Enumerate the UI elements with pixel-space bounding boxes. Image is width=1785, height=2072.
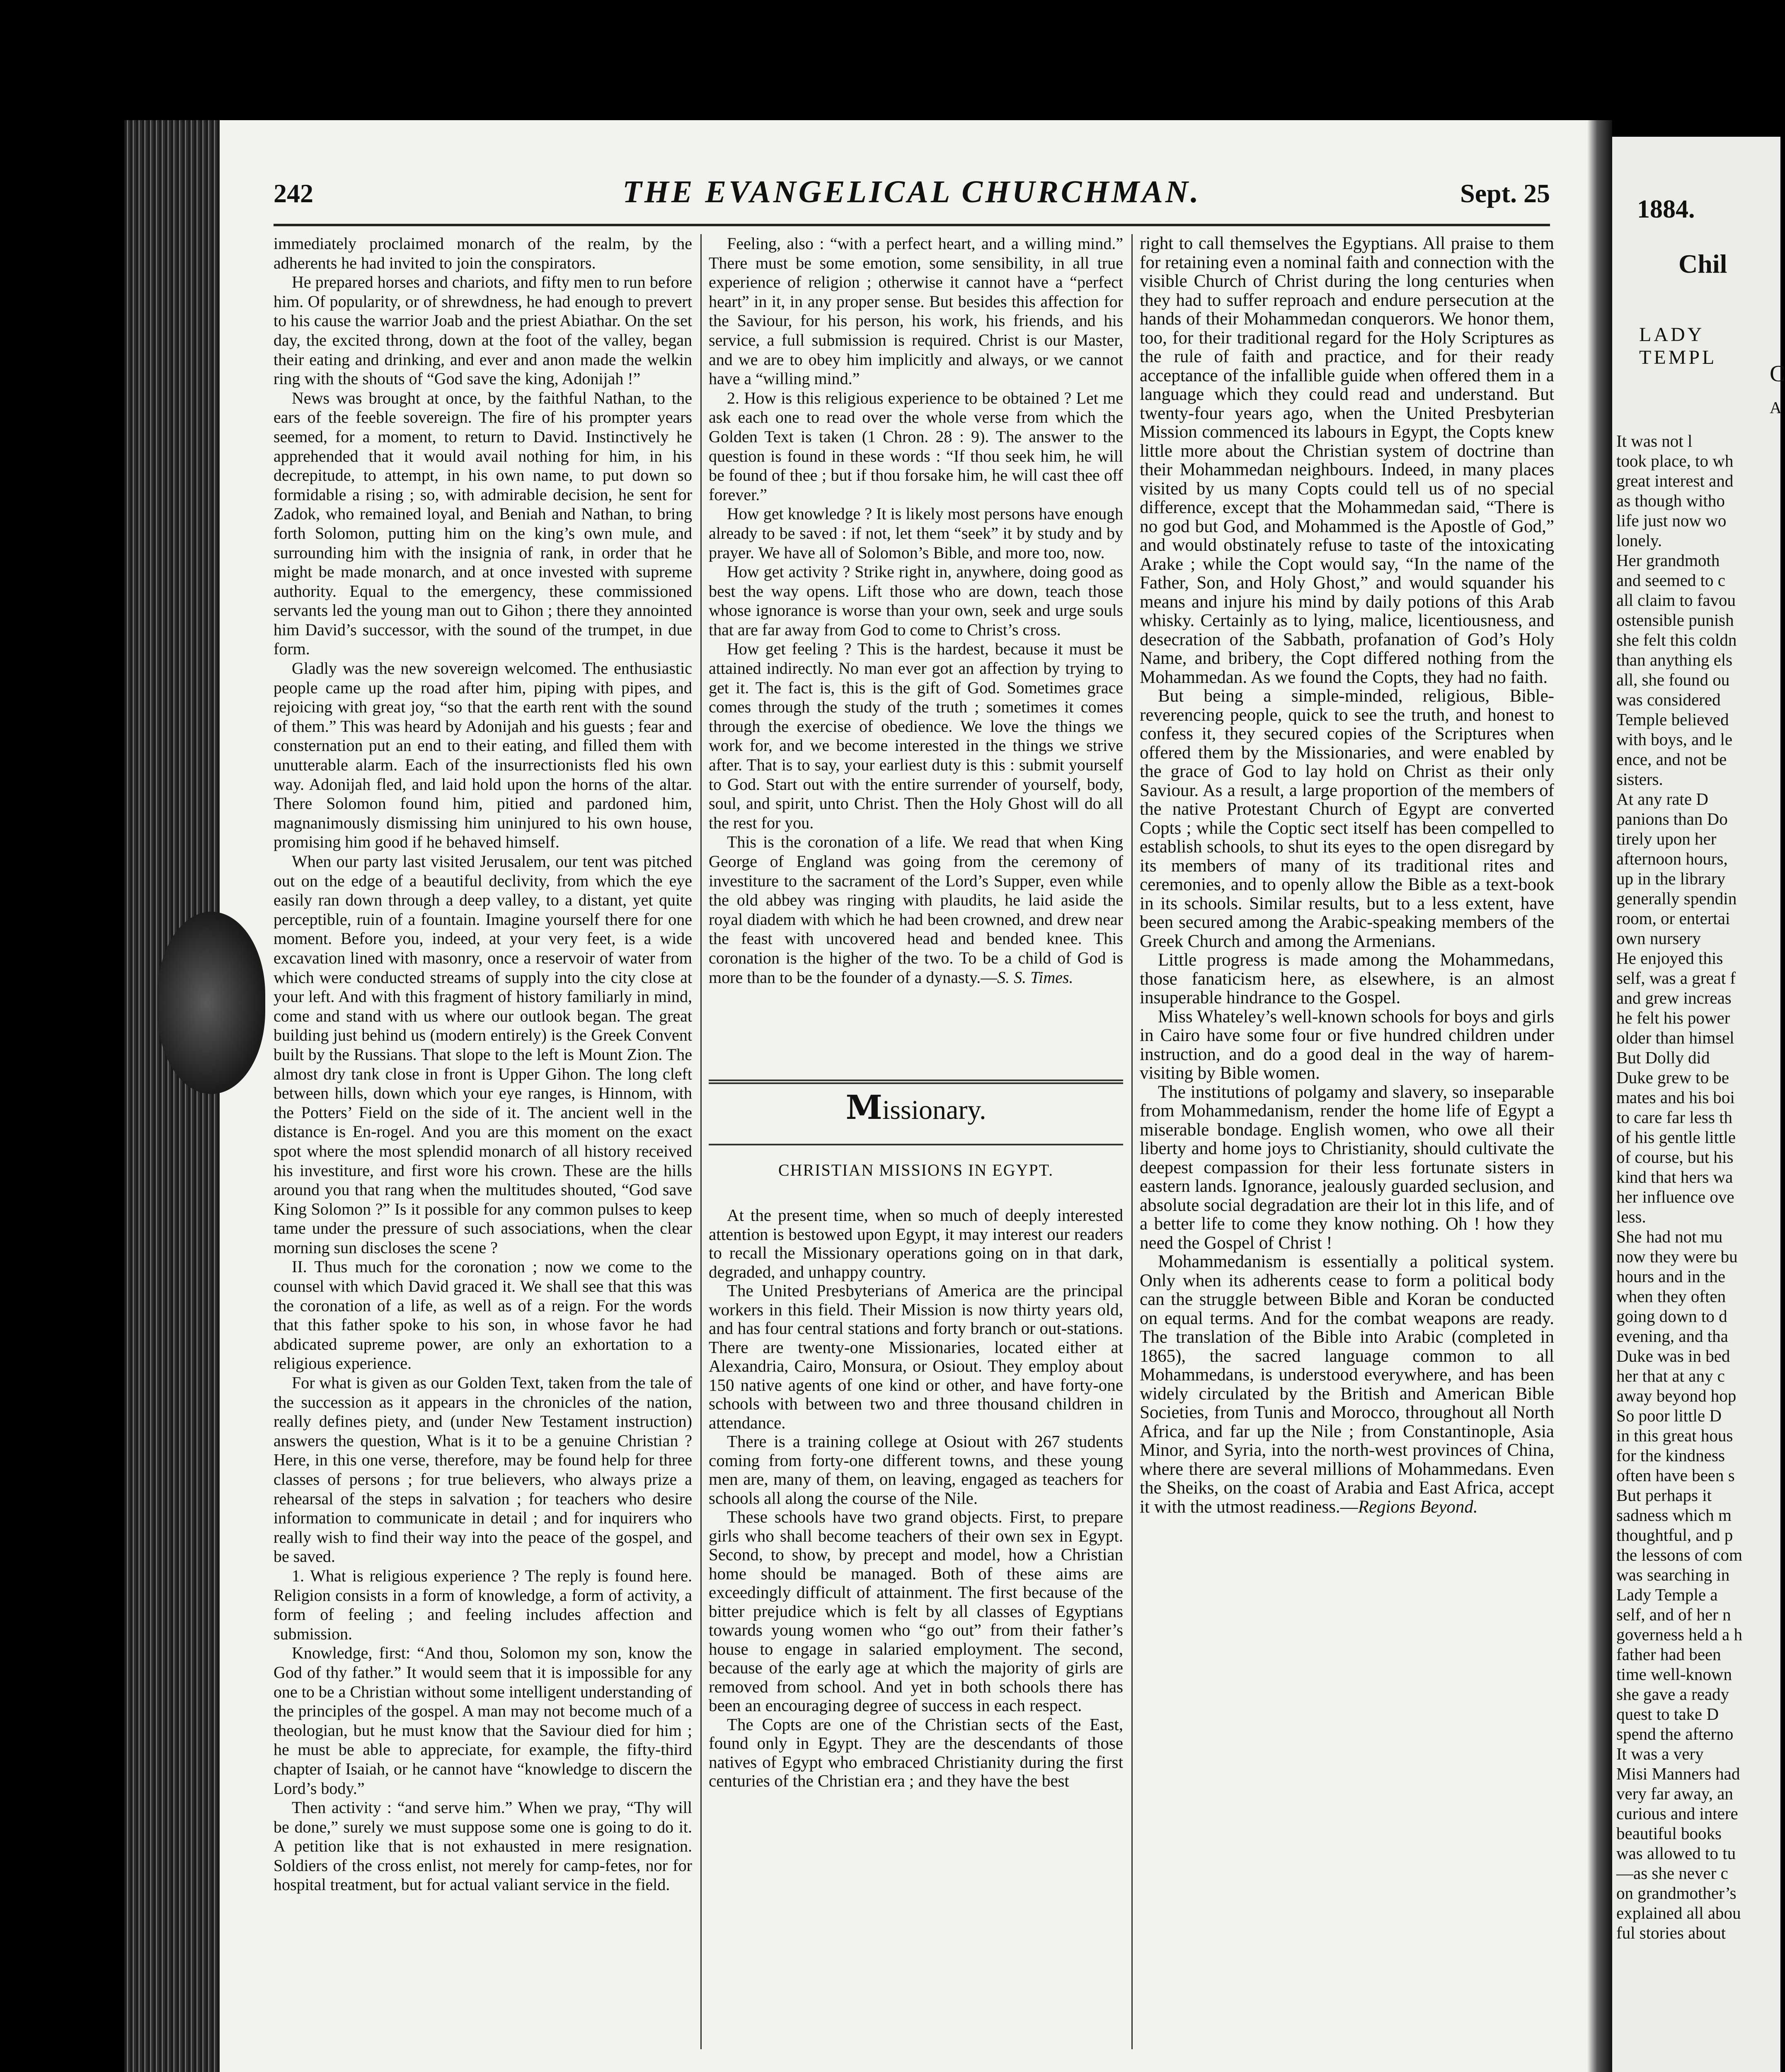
story-line: It was a very [1616,1744,1704,1763]
paragraph-text: This is the coronation of a life. We read that when King George of England was going from the ceremony of investiture to the sacrament of the Lord’s Supper, even while the old abbey was ringing with plaudits, he laid aside the royal diadem with which he had been crowned, and drew near the feast with uncovered head and bended knee. This coronation is the higher of the two. To be a child of God is more than to be the founder of a dynasty.— [709,833,1123,987]
page-number: 242 [274,179,313,208]
story-line: all, she found ou [1616,670,1730,689]
right-page-chapter-letter: C [1770,361,1785,387]
story-line: very far away, an [1616,1784,1733,1803]
story-line: life just now wo [1616,511,1727,530]
story-line: of his gentle little [1616,1128,1736,1147]
section-heading-text: issionary. [882,1095,986,1125]
right-page-section-heading: Chil [1678,249,1727,278]
story-line: when they often [1616,1287,1726,1306]
story-line: Temple believed [1616,710,1729,729]
story-line: ful stories about [1616,1923,1726,1942]
paragraph: 1. What is religious experience ? The reply is found here. Religion consists in a form of knowledge, a form of activity, a form of feeling ; and feeling includes affection and submission. [274,1566,692,1643]
story-line: But Dolly did [1616,1048,1710,1067]
story-line: Her grandmoth [1616,551,1720,570]
paragraph: He prepared horses and chariots, and fifty men to run before him. Of popularity, or of shrewdness, he had enough to prevert to his cause the warrior Joab and the priest Abiathar. On the set day, the excited throng, down at the foot of the valley, began their eating and drinking, and ever and anon made the welkin ring with the shouts of “God save the king, Adonijah !” [274,273,692,388]
story-line: tirely upon her [1616,829,1717,848]
story-line: she gave a ready [1616,1685,1729,1704]
paragraph: There is a training college at Osiout with 267 students coming from forty-one different towns, and these young men are, many of them, on leaving, engaged as teachers for schools all along the course of the Nile. [709,1432,1123,1508]
section-rule-bottom [709,1144,1123,1145]
story-line: beautiful books [1616,1824,1722,1843]
story-line: sisters. [1616,770,1663,789]
book-gutter [1587,120,1612,2072]
story-line: own nursery [1616,929,1701,948]
paragraph: At the present time, when so much of deeply interested attention is bestowed upon Egypt, it may interest our readers to recall the Missionary operations going on in that dark, degraded, and unhappy country. [709,1205,1123,1281]
source-credit: Regions Beyond. [1358,1497,1478,1517]
paragraph [709,833,1123,987]
story-line: spend the afterno [1616,1724,1734,1743]
paragraph: The United Presbyterians of America are the principal workers in this field. Their Mission is now thirty years old, and has four central stations and forty branch or out-stations. There are twenty-one Missionaries, located either at Alexandria, Cairo, Monsura, or Osiout. They employ about 150 native agents of one kind or other, and have forty-one schools with between two and three thousand children in attendance. [709,1281,1123,1432]
paragraph: Knowledge, first: “And thou, Solomon my son, know the God of thy father.” It would seem that it is impossible for any one to be a Christian without some intelligent understanding of the principles of the gospel. A man may not become much of a theologian, but he must know that the Saviour died for him ; he must be able to appreciate, for example, the fifty-third chapter of Isaiah, or he cannot have “knowledge to discern the Lord’s body.” [274,1644,692,1798]
story-line: self, and of her n [1616,1605,1731,1624]
paragraph: Miss Whateley’s well-known schools for boys and girls in Cairo have some four or five hundred children under instruction, and do a good deal in the way of harem-visiting by Bible women. [1140,1007,1554,1083]
story-line: quest to take D [1616,1704,1719,1723]
section-rule-top [709,1080,1123,1081]
column-2-missions-article [709,1206,1123,2049]
story-line: and grew increas [1616,988,1732,1007]
story-line: generally spendin [1616,889,1737,908]
paragraph [1140,1252,1554,1516]
story-line: for the kindness [1616,1446,1725,1465]
column-2-article-continued [709,234,1123,1075]
ornamental-initial: M [845,1088,883,1127]
story-line: less. [1616,1207,1646,1226]
story-line: Lady Temple a [1616,1585,1718,1604]
story-line: her influence ove [1616,1187,1734,1206]
paragraph: right to call themselves the Egyptians. All praise to them for retaining even a nominal faith and connection with the visible Church of Christ during the long centuries when they had to suffer reproach and endure persecution at the hands of their Mohammedan conquerors. We honor them, too, for their traditional regard for the Holy Scriptures as the rule of faith and practice, and for their ready acceptance of the infallible guide when offered them in a language which they could read and understand. But twenty-four years ago, when the United Presbyterian Mission commenced its labours in Egypt, the Copts knew little more about the Christian system of doctrine than their Mohammedan neighbours. Indeed, in many places visited by us many Copts could tell us of no special difference, except that the Mohammedan said, “There is no god but God, and Mohammed is the Apostle of God,” and would obstinately refuse to taste of the intoxicating Arake ; while the Copt would say, “In the name of the Father, Son, and Holy Ghost,” and would squander his means and injure his mind by daily potions of this Arab whisky. Certainly as to lying, malice, licentiousness, and desecration of the Sabbath, profanation of God’s Holy Name, and bribery, the Copt differed nothing from the Mohammedan. As we found the Copts, they had no faith. [1140,234,1554,687]
story-line: with boys, and le [1616,730,1733,749]
story-line: kind that hers wa [1616,1167,1733,1186]
story-line: lonely. [1616,531,1662,550]
paragraph: How get feeling ? This is the hardest, because it must be attained indirectly. No man ever got an affection by trying to get it. The fact is, this is the gift of God. Sometimes grace comes through the study of the truth ; sometimes it comes through the exercise of obedience. We love the things we work for, and we become interested in the things we strive after. That is to say, your earliest duty is this : submit yourself to God. Start out with the entire surrender of yourself, body, soul, and spirit, unto Christ. Then the Holy Ghost will do all the rest for you. [709,639,1123,832]
story-line: She had not mu [1616,1227,1723,1246]
paragraph: 2. How is this religious experience to be obtained ? Let me ask each one to read over the whole verse from which the Golden Text is taken (1 Chron. 28 : 9). The answer to the question is found in these words : “If thou seek him, he will be found of thee ; but if thou forsake him, he will cast thee off forever.” [709,388,1123,504]
header-rule [274,224,1550,226]
story-line: thoughtful, and p [1616,1525,1733,1544]
right-page-chapter-letter-2: A [1770,398,1782,417]
column-divider-1 [700,234,702,2049]
book-page-edges [124,120,220,2072]
paragraph: Feeling, also : “with a perfect heart, and a willing mind.” There must be some emotion, some sensibility, in all true experience of religion ; otherwise it cannot have a “perfect heart” in it, in any proper sense. But besides this affection for the Saviour, for his person, his work, his friends, and his service, a full submission is required. Christ is our Master, and we are to obey him implicitly and always, or we cannot have a “willing mind.” [709,234,1123,388]
story-line: Misi Manners had [1616,1764,1740,1783]
paragraph: How get activity ? Strike right in, anywhere, doing good as best the way opens. Lift those who are down, teach those whose ignorance is worse than your own, seek and urge souls that are far away from God to come to Christ’s cross. [709,562,1123,639]
story-line: on grandmother’s [1616,1883,1737,1903]
paragraph: immediately proclaimed monarch of the realm, by the adherents he had invited to join the conspirators. [274,234,692,272]
story-line: than anything els [1616,650,1733,669]
story-line: ostensible punish [1616,610,1734,629]
paragraph: But being a simple-minded, religious, Bible-reverencing people, quick to see the truth, and honest to confess it, they secured copies of the Scriptures when offered them by the Missionaries, and were enabled by the grace of God to lay hold on Christ as their only Saviour. As a result, a large proportion of the members of the native Protestant Church of Egypt are converted Copts ; while the Coptic sect itself has been compelled to establish schools, to shut its eyes to the open disregard by its members of many of its traditional rites and ceremonies, and to openly allow the Bible as a text-book in its schools. Similar results, but to a less extent, have been secured among the Arabic-speaking members of the Greek Church and among the Armenians. [1140,686,1554,951]
masthead-title: THE EVANGELICAL CHURCHMAN. [622,174,1201,209]
paragraph: These schools have two grand objects. First, to prepare girls who shall become teachers of their own sex in Egypt. Second, to show, by precept and model, how a Christian home should be managed. Both of these aims are exceedingly difficult of attainment. The first because of the bitter prejudice which is felt by all classes of Egyptians towards young women who “go out” from their father’s house to engage in salaried employment. The second, because of the early age at which the majority of girls are removed from school. And yet in both schools there has been an encouraging degree of success in each respect. [709,1507,1123,1715]
story-line: was considered [1616,690,1721,709]
story-line: her that at any c [1616,1366,1725,1385]
issue-date: Sept. 25 [1460,179,1550,208]
story-line: explained all abou [1616,1903,1741,1922]
section-heading-missionary [709,1088,1123,1127]
story-line: she felt this coldn [1616,630,1737,649]
story-line: He enjoyed this [1616,949,1723,968]
thumb-shadow [157,912,265,1094]
paragraph: Little progress is made among the Mohammedans, those fanaticism here, as elsewhere, is an almost insuperable hindrance to the Gospel. [1140,950,1554,1007]
story-line: away beyond hop [1616,1386,1737,1405]
story-line: It was not l [1616,431,1693,450]
story-line: self, was a great f [1616,968,1736,988]
story-line: now they were bu [1616,1247,1738,1266]
story-line: of course, but his [1616,1147,1734,1167]
paragraph: News was brought at once, by the faithful Nathan, to the ears of the feeble sovereign. The fire of his prompter years seemed, for a moment, to return to David. Instinctively he apprehended that it would avail nothing for him, in his decrepitude, to attempt, in his own name, to put down so formidable a rising ; so, with admirable decision, he sent for Zadok, who remained loyal, and Beniah and Nathan, to bring forth Solomon, putting him on the king’s own mule, and surrounding him with the insignia of rank, in order that he might be made monarch, and at once invested with supreme authority. Equal to the emergency, these commissioned servants led the young man out to Gihon ; there they annointed him David’s successor, with the sound of the trumpet, in due form. [274,388,692,658]
column-1-article [274,234,692,2049]
story-line: and seemed to c [1616,571,1725,590]
story-line: great interest and [1616,471,1734,490]
story-line: room, or entertai [1616,909,1730,928]
story-line: panions than Do [1616,809,1728,828]
story-line: all claim to favou [1616,591,1736,610]
story-line: going down to d [1616,1307,1727,1326]
story-line: curious and intere [1616,1804,1738,1823]
column-divider-2 [1131,234,1133,2049]
story-line: afternoon hours, [1616,849,1728,868]
paragraph: Gladly was the new sovereign welcomed. The enthusiastic people came up the road after him, piping with pipes, and rejoicing with great joy, “so that the earth rent with the sound of them.” This was heard by Adonijah and his guests ; fear and consternation put an end to their eating, and filled them with unutterable alarm. Each of the insurrectionists fled his own way. Adonijah fled, and laid hold upon the horns of the altar. There Solomon found him, pitied and pardoned him, magnanimously dismissing him uninjured to his own house, promising him good if he behaved himself. [274,659,692,852]
story-line: was searching in [1616,1565,1730,1584]
story-line: in this great hous [1616,1426,1733,1445]
article-title: CHRISTIAN MISSIONS IN EGYPT. [778,1161,1054,1179]
source-credit: S. S. Times. [997,968,1073,987]
paragraph: Then activity : “and serve him.” When we pray, “Thy will be done,” surely we must suppose some one is going to do it. A petition like that is not exhausted in mere resignation. Soldiers of the cross enlist, not merely for camp-fetes, nor for hospital treatment, but for actual valiant service in the field. [274,1798,692,1894]
page-header [274,174,1550,220]
column-3-missions-article [1140,234,1554,2049]
story-line: Duke was in bed [1616,1346,1730,1365]
right-page-story-title: LADY TEMPL [1639,324,1717,368]
story-line: mates and his boi [1616,1088,1735,1107]
story-line: evening, and tha [1616,1326,1728,1346]
story-line: father had been [1616,1645,1721,1664]
paragraph: The Copts are one of the Christian sects of the East, found only in Egypt. They are the descendants of those natives of Egypt who embraced Christianity during the first centuries of the Christian era ; and they have the best [709,1714,1123,1790]
story-line: up in the library [1616,869,1726,888]
paragraph: How get knowledge ? It is likely most persons have enough already to be saved : if not, let them “seek” it by study and by prayer. We have all of Solomon’s Bible, and more too, now. [709,504,1123,562]
paragraph: II. Thus much for the coronation ; now we come to the counsel with which David graced it. We shall see that this was the coronation of a life, as well as of a reign. For the words that this father spoke to his son, in whose favor he had abdicated supreme power, are only an exhortation to a religious experience. [274,1257,692,1373]
story-line: was allowed to tu [1616,1844,1736,1863]
story-line: But perhaps it [1616,1486,1712,1505]
story-line: to care far less th [1616,1108,1733,1127]
story-line: hours and in the [1616,1267,1726,1286]
story-line: he felt his power [1616,1008,1730,1027]
story-line: the lessons of com [1616,1545,1743,1564]
story-line: sadness which m [1616,1506,1732,1525]
story-line: as though witho [1616,491,1725,510]
story-line: —as she never c [1616,1864,1728,1883]
story-line: Duke grew to be [1616,1068,1729,1087]
story-line: older than himsel [1616,1028,1734,1047]
right-page-story-column [1616,431,1782,2072]
story-line: governess held a h [1616,1625,1742,1644]
story-line: time well-known [1616,1665,1732,1684]
right-page-year: 1884. [1637,195,1695,223]
paragraph: The institutions of polgamy and slavery, so inseparable from Mohammedanism, render the home life of Egypt a miserable bondage. English women, who owe all their liberty and home joys to Christianity, should cultivate the deepest compassion for their less fortunate sisters in eastern lands. Ignorance, jealously guarded seclusion, and absolute social degradation are their lot in this life, and of a better life to come they know nothing. Oh ! how they need the Gospel of Christ ! [1140,1082,1554,1253]
story-line: So poor little D [1616,1406,1722,1425]
section-rule-top-2 [709,1082,1123,1084]
story-line: ence, and not be [1616,750,1727,769]
story-line: often have been s [1616,1466,1735,1485]
story-line: At any rate D [1616,789,1708,808]
story-line: took place, to wh [1616,451,1734,470]
paragraph: For what is given as our Golden Text, taken from the tale of the succession as it appears in the chronicles of the nation, really defines piety, and (under New Testament instruction) answers the question, What is it to be a genuine Christian ? Here, in this one verse, therefore, may be found help for three classes of persons ; for true believers, who always prize a rehearsal of the steps in salvation ; for teachers who desire information to communicate in detail ; and for inquirers who really wish to find their way into the peace of the gospel, and be saved. [274,1373,692,1566]
paragraph: When our party last visited Jerusalem, our tent was pitched out on the edge of a beautiful declivity, from which the eye easily ran down through a deep valley, to a distant, yet quite perceptible, ruin of a fountain. Imagine yourself there for one moment. Before you, indeed, at your very feet, is a wide excavation lined with masonry, once a reservoir of water from which were conducted streams of supply into the city close at your left. And with this fragment of history familiarly in mind, come and stand with us where our outlook began. The great building just behind us (modern entirely) is the Greek Convent built by the Russians. That slope to the left is Mount Zion. The almost dry tank close in front is Upper Gihon. The long cleft between hills, down which your eye ranges, is Hinnom, with the Potters’ Field on the side of it. The ancient well in the distance is En-rogel. And you are this moment on the exact spot where the most splendid monarch of all history received his investiture, and first wore his crown. These are the hills around you that rang when the multitudes shouted, “God save King Solomon ?” Is it possible for any common pulses to keep tame under the pressure of such associations, when the clear morning sun discloses the scene ? [274,852,692,1257]
paragraph-text: Mohammedanism is essentially a political system. Only when its adherents cease to form a political body can the struggle between Bible and Koran be conducted on equal terms. And for the combat weapons are ready. The translation of the Bible into Arabic (completed in 1865), the sacred language common to all Mohammedans, is understood everywhere, and has been widely circulated by the British and American Bible Societies, from Tunis and Morocco, throughout all North Africa, and far up the Nile ; from Constantinople, Asia Minor, and Syria, into the north-west provinces of China, where there are several millions of Mohammedans. Even the Sheiks, on the coast of Arabia and East Africa, accept it with the utmost readiness.— [1140,1252,1554,1517]
